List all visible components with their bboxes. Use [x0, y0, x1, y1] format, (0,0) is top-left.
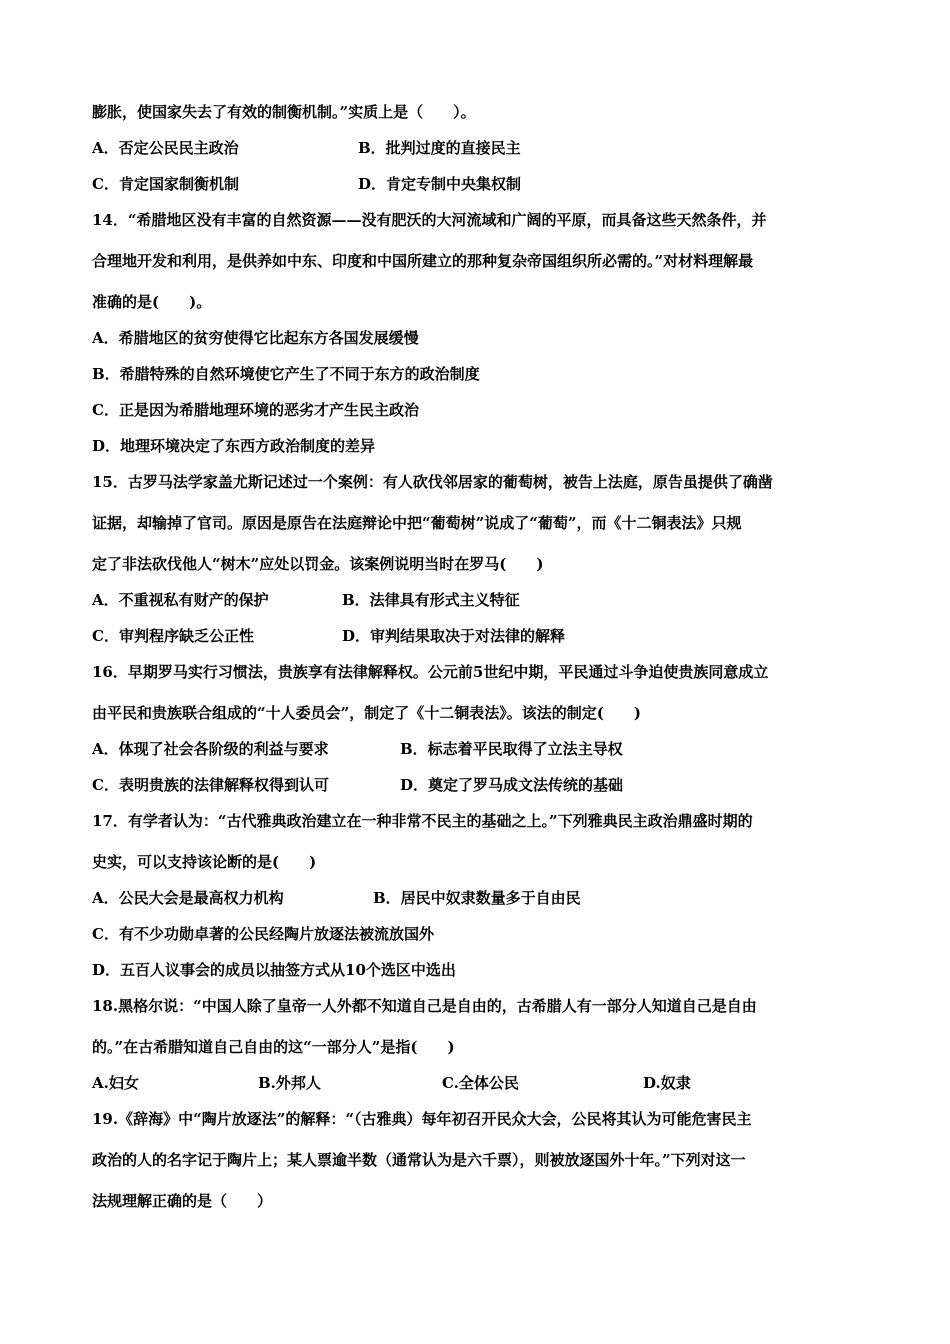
q19-stem-line-1: 19.《辞海》中“陶片放逐法”的解释：“（古雅典）每年初召开民众大会，公民将其认为可能危害民主 — [92, 1110, 752, 1128]
q16-stem-line-2: 由平民和贵族联合组成的“十人委员会”，制定了《十二铜表法》。该法的制定( ) — [92, 704, 641, 722]
q15-stem-line-1: 15．古罗马法学家盖尤斯记述过一个案例：有人砍伐邻居家的葡萄树，被告上法庭，原告虽提供了确凿 — [92, 473, 773, 491]
q14-option-d: D．地理环境决定了东西方政治制度的差异 — [92, 437, 376, 455]
q13-option-a: A．否定公民民主政治 — [92, 139, 239, 157]
q13-stem-line-end: 膨胀，使国家失去了有效的制衡机制。”实质上是（ ）。 — [92, 103, 476, 121]
q14-option-a: A．希腊地区的贫穷使得它比起东方各国发展缓慢 — [92, 329, 419, 347]
q15-option-a: A．不重视私有财产的保护 — [92, 591, 269, 609]
q17-stem-line-1: 17．有学者认为：“古代雅典政治建立在一种非常不民主的基础之上。”下列雅典民主政治鼎盛时期的 — [92, 812, 753, 830]
q14-stem-line-2: 合理地开发和利用，是供养如中东、印度和中国所建立的那种复杂帝国组织所必需的。”对材料理解最 — [92, 252, 754, 270]
q17-option-a: A．公民大会是最高权力机构 — [92, 889, 284, 907]
q17-option-c: C．有不少功勋卓著的公民经陶片放逐法被流放国外 — [92, 925, 434, 943]
q15-option-d: D．审判结果取决于对法律的解释 — [342, 627, 566, 645]
q15-option-b: B．法律具有形式主义特征 — [342, 591, 520, 609]
q18-stem-line-2: 的。”在古希腊知道自己自由的这“一部分人”是指( ) — [92, 1038, 455, 1056]
q13-option-d: D．肯定专制中央集权制 — [358, 175, 522, 193]
q18-option-a: A.妇女 — [92, 1074, 139, 1092]
q16-option-d: D．奠定了罗马成文法传统的基础 — [400, 776, 624, 794]
q16-stem-line-1: 16．早期罗马实行习惯法，贵族享有法律解释权。公元前5世纪中期，平民通过斗争迫使贵族同意成立 — [92, 663, 769, 681]
q16-option-a: A．体现了社会各阶级的利益与要求 — [92, 740, 329, 758]
q18-option-d: D.奴隶 — [643, 1074, 691, 1092]
q14-stem-line-1: 14．“希腊地区没有丰富的自然资源——没有肥沃的大河流域和广阔的平原，而具备这些天然条件，并 — [92, 211, 767, 229]
q18-stem-line-1: 18.黑格尔说：“中国人除了皇帝一人外都不知道自己是自由的，古希腊人有一部分人知道自己是自由 — [92, 997, 757, 1015]
q17-option-b: B．居民中奴隶数量多于自由民 — [373, 889, 581, 907]
q15-option-c: C．审判程序缺乏公正性 — [92, 627, 254, 645]
q16-option-b: B．标志着平民取得了立法主导权 — [400, 740, 623, 758]
q16-option-c: C．表明贵族的法律解释权得到认可 — [92, 776, 329, 794]
q14-option-b: B．希腊特殊的自然环境使它产生了不同于东方的政治制度 — [92, 365, 480, 383]
q19-stem-line-2: 政治的人的名字记于陶片上；某人票逾半数（通常认为是六千票），则被放逐国外十年。”下列对这一 — [92, 1151, 746, 1169]
q13-option-c: C．肯定国家制衡机制 — [92, 175, 239, 193]
q13-option-b: B．批判过度的直接民主 — [358, 139, 521, 157]
q15-stem-line-2: 证据，却输掉了官司。原因是原告在法庭辩论中把“葡萄树”说成了“葡萄”，而《十二铜表法》只规 — [92, 514, 742, 532]
q17-stem-line-2: 史实，可以支持该论断的是( ) — [92, 853, 317, 871]
q18-option-c: C.全体公民 — [442, 1074, 519, 1092]
q19-stem-line-3: 法规理解正确的是（ ） — [92, 1192, 273, 1210]
q14-option-c: C．正是因为希腊地理环境的恶劣才产生民主政治 — [92, 401, 419, 419]
q17-option-d: D．五百人议事会的成员以抽签方式从10个选区中选出 — [92, 961, 456, 979]
q18-option-b: B.外邦人 — [258, 1074, 321, 1092]
q15-stem-line-3: 定了非法砍伐他人“树木”应处以罚金。该案例说明当时在罗马( ) — [92, 555, 544, 573]
q14-stem-line-3: 准确的是( )。 — [92, 293, 212, 311]
